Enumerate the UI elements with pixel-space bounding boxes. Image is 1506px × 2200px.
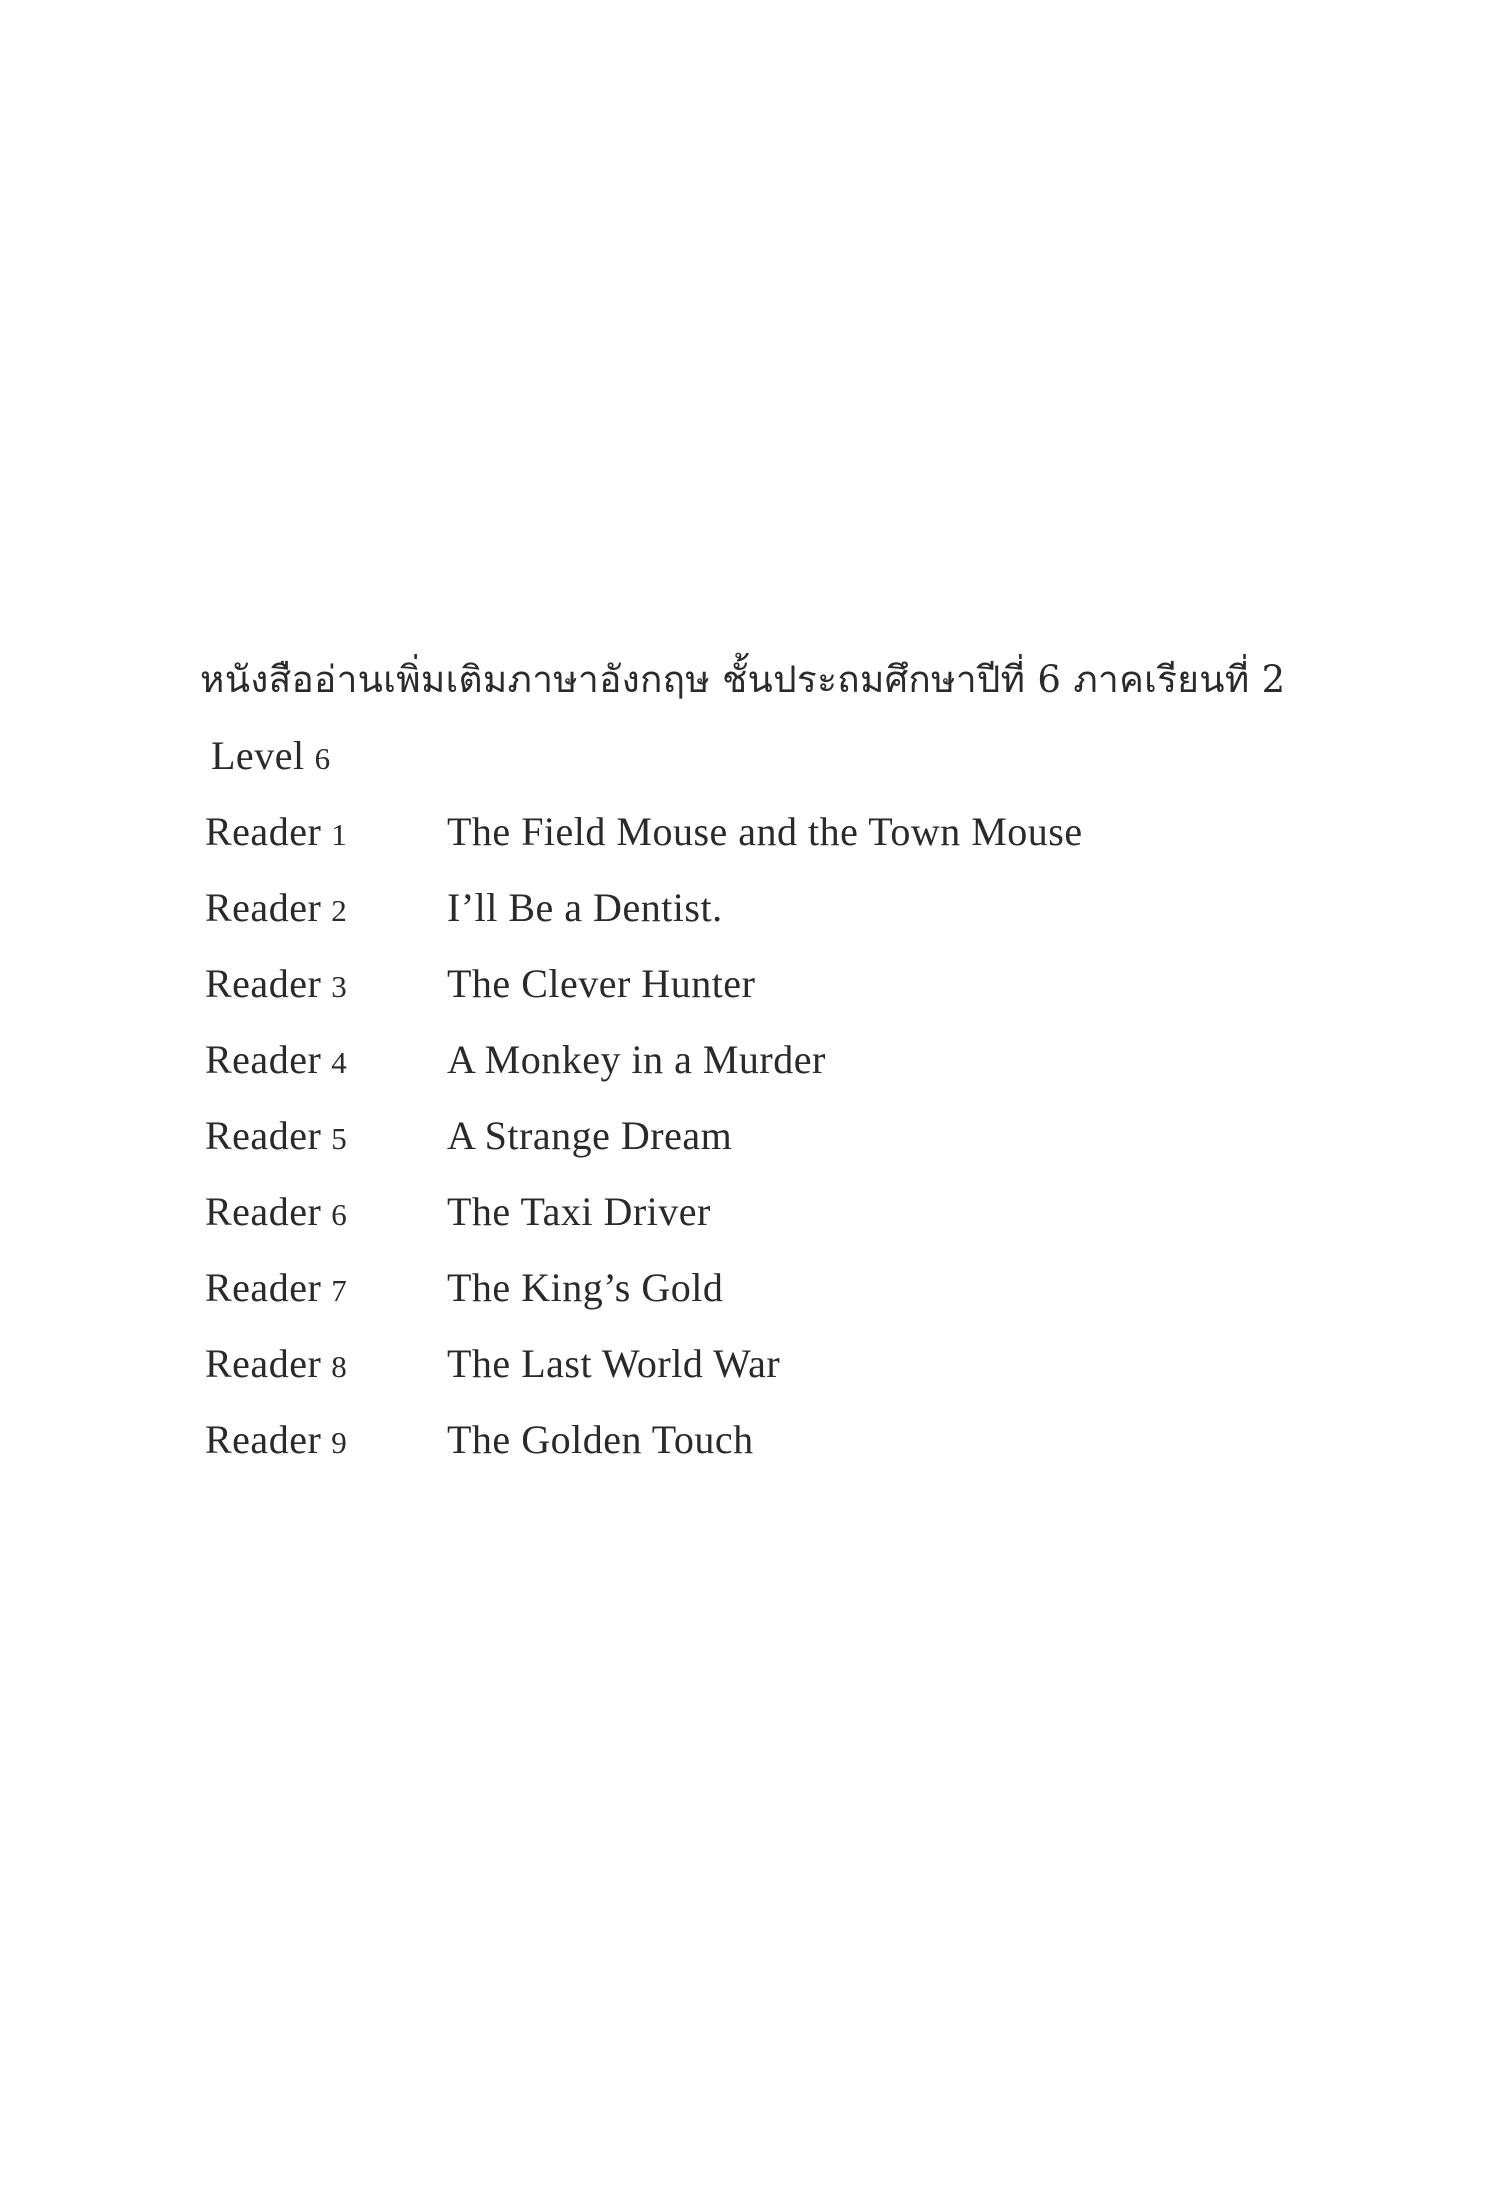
- reader-label-4: [205, 1030, 447, 1093]
- reader-label-7: [205, 1258, 447, 1321]
- reader-row-2: [205, 878, 1083, 954]
- reader-number: 8: [331, 1349, 348, 1384]
- reader-number: 4: [331, 1045, 348, 1080]
- reader-label-8: [205, 1334, 447, 1397]
- level-number: 6: [314, 741, 331, 776]
- page-heading: หนังสืออ่านเพิ่มเติมภาษาอังกฤษ ชั้นประถมศึกษาปีที่ 6 ภาคเรียนที่ 2: [200, 658, 1286, 701]
- reader-title-4: A Monkey in a Murder: [447, 1037, 826, 1082]
- reader-title-1: The Field Mouse and the Town Mouse: [447, 809, 1083, 854]
- reader-number: 6: [331, 1197, 348, 1232]
- reader-word: Reader: [205, 809, 322, 854]
- reader-label-3: [205, 954, 447, 1017]
- reader-title-2: I’ll Be a Dentist.: [447, 885, 723, 930]
- reader-row-6: [205, 1182, 1083, 1258]
- reader-number: 5: [331, 1121, 348, 1156]
- reader-word: Reader: [205, 1417, 322, 1462]
- reader-word: Reader: [205, 885, 322, 930]
- level-label: Level: [211, 733, 305, 778]
- reader-row-1: [205, 802, 1083, 878]
- level-line: [211, 728, 331, 787]
- reader-row-8: [205, 1334, 1083, 1410]
- reader-title-9: The Golden Touch: [447, 1417, 754, 1462]
- reader-row-3: [205, 954, 1083, 1030]
- reader-row-9: [205, 1410, 1083, 1486]
- reader-title-8: The Last World War: [447, 1341, 781, 1386]
- reader-label-1: [205, 802, 447, 865]
- reader-label-9: [205, 1410, 447, 1473]
- reader-row-5: [205, 1106, 1083, 1182]
- reader-title-7: The King’s Gold: [447, 1265, 724, 1310]
- reader-row-7: [205, 1258, 1083, 1334]
- reader-label-6: [205, 1182, 447, 1245]
- reader-word: Reader: [205, 1341, 322, 1386]
- reader-word: Reader: [205, 961, 322, 1006]
- reader-number: 3: [331, 969, 348, 1004]
- reader-row-4: [205, 1030, 1083, 1106]
- reader-word: Reader: [205, 1113, 322, 1158]
- reader-word: Reader: [205, 1189, 322, 1234]
- reader-label-5: [205, 1106, 447, 1169]
- reader-title-6: The Taxi Driver: [447, 1189, 711, 1234]
- reader-title-3: The Clever Hunter: [447, 961, 756, 1006]
- reader-number: 2: [331, 893, 348, 928]
- reader-word: Reader: [205, 1265, 322, 1310]
- reader-list: [205, 802, 1083, 1486]
- reader-title-5: A Strange Dream: [447, 1113, 733, 1158]
- reader-label-2: [205, 878, 447, 941]
- reader-word: Reader: [205, 1037, 322, 1082]
- reader-number: 9: [331, 1425, 348, 1460]
- reader-number: 1: [331, 817, 348, 852]
- reader-number: 7: [331, 1273, 348, 1308]
